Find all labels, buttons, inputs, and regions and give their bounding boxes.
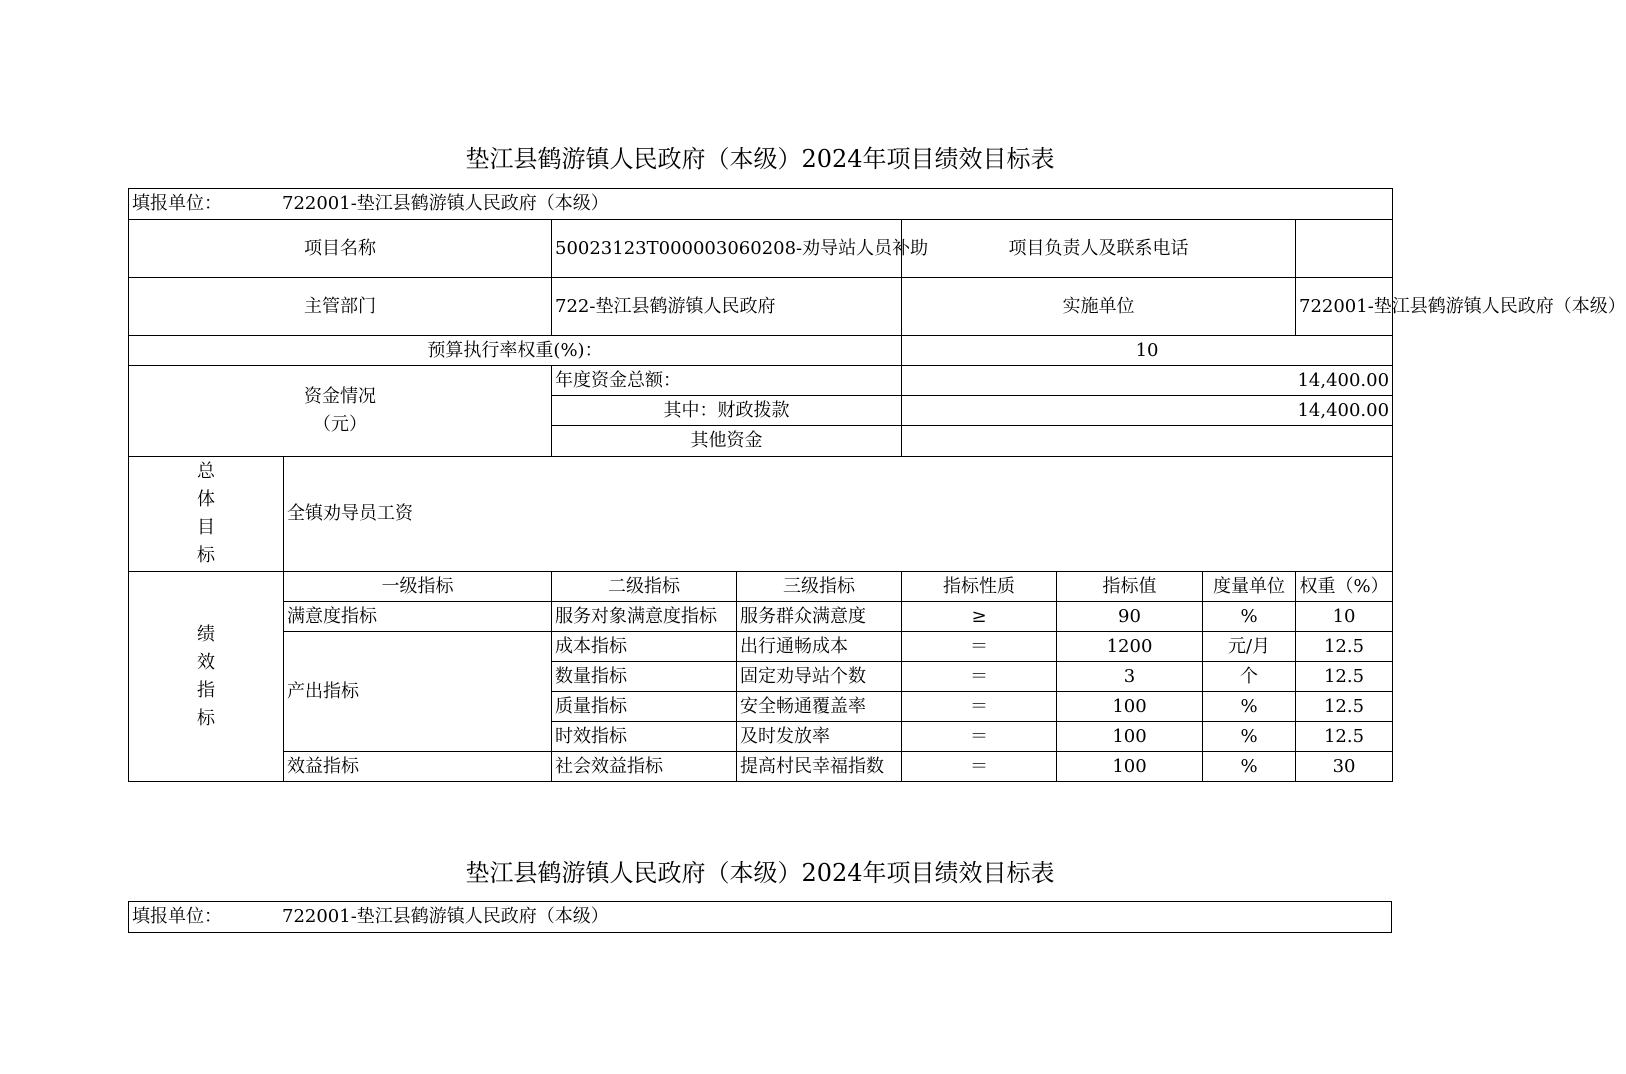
budget-weight-value: 10	[902, 336, 1393, 366]
level2-cell: 社会效益指标	[552, 752, 737, 782]
header-unit: 度量单位	[1203, 572, 1296, 602]
unit-cell: 元/月	[1203, 632, 1296, 662]
report-unit-value: 722001-垫江县鹤游镇人民政府（本级）	[282, 193, 609, 214]
nature-cell: ≥	[902, 602, 1057, 632]
funds-annual-label: 年度资金总额：	[552, 366, 902, 396]
second-report-unit-value: 722001-垫江县鹤游镇人民政府（本级）	[282, 906, 609, 927]
unit-cell: %	[1203, 722, 1296, 752]
unit-cell: %	[1203, 752, 1296, 782]
nature-cell: ＝	[902, 632, 1057, 662]
funds-label-line2: （元）	[313, 414, 367, 435]
funds-label-line1: 资金情况	[304, 386, 376, 407]
level2-cell: 质量指标	[552, 692, 737, 722]
weight-cell: 30	[1296, 752, 1393, 782]
header-level3: 三级指标	[737, 572, 902, 602]
overall-goal-text: 全镇劝导员工资	[284, 457, 1393, 572]
indicator-header-row	[129, 572, 1393, 602]
header-level1: 一级指标	[284, 572, 552, 602]
project-contact-label: 项目负责人及联系电话	[902, 220, 1296, 278]
table-row	[129, 632, 1393, 662]
nature-cell: ＝	[902, 692, 1057, 722]
second-report-unit-cell	[129, 902, 1392, 933]
implementing-unit-value: 722001-垫江县鹤游镇人民政府（本级）	[1296, 278, 1393, 336]
performance-indicator-label-char: 效	[197, 651, 215, 673]
value-cell: 3	[1057, 662, 1203, 692]
value-cell: 100	[1057, 722, 1203, 752]
overall-goal-row	[129, 457, 1393, 572]
header-level2: 二级指标	[552, 572, 737, 602]
performance-indicator-label-char: 指	[197, 679, 215, 701]
level3-cell: 服务群众满意度	[737, 602, 902, 632]
value-cell: 90	[1057, 602, 1203, 632]
weight-cell: 12.5	[1296, 722, 1393, 752]
performance-indicator-label-char: 标	[197, 707, 215, 729]
weight-cell: 12.5	[1296, 692, 1393, 722]
unit-cell: 个	[1203, 662, 1296, 692]
overall-goal-label-char: 体	[197, 489, 215, 510]
overall-goal-label-char: 总	[197, 461, 215, 482]
overall-goal-label	[129, 457, 284, 572]
unit-cell: %	[1203, 602, 1296, 632]
overall-goal-label-char: 标	[197, 545, 215, 566]
project-contact-value	[1296, 220, 1393, 278]
level2-cell: 时效指标	[552, 722, 737, 752]
level2-cell: 数量指标	[552, 662, 737, 692]
level2-cell: 成本指标	[552, 632, 737, 662]
level1-satisfaction: 满意度指标	[284, 602, 552, 632]
report-unit-row	[129, 189, 1393, 220]
level3-cell: 提高村民幸福指数	[737, 752, 902, 782]
overall-goal-label-char: 目	[197, 517, 215, 538]
weight-cell: 12.5	[1296, 632, 1393, 662]
implementing-unit-label: 实施单位	[902, 278, 1296, 336]
header-value: 指标值	[1057, 572, 1203, 602]
project-name-row	[129, 220, 1393, 278]
second-report-unit-label: 填报单位：	[132, 906, 222, 927]
funds-fiscal-label: 其中：财政拨款	[552, 396, 902, 426]
funds-label	[129, 366, 552, 457]
budget-weight-label: 预算执行率权重(%)：	[129, 336, 902, 366]
department-value: 722-垫江县鹤游镇人民政府	[552, 278, 902, 336]
weight-cell: 10	[1296, 602, 1393, 632]
header-weight: 权重（%）	[1296, 572, 1393, 602]
performance-indicator-label-char: 绩	[197, 623, 215, 645]
report-unit-cell	[129, 189, 1393, 220]
second-page-title: 垫江县鹤游镇人民政府（本级）2024年项目绩效目标表	[465, 859, 1055, 887]
department-label: 主管部门	[129, 278, 552, 336]
funds-other-label: 其他资金	[552, 426, 902, 457]
performance-table	[128, 188, 1626, 782]
value-cell: 1200	[1057, 632, 1203, 662]
level3-cell: 安全畅通覆盖率	[737, 692, 902, 722]
nature-cell: ＝	[902, 662, 1057, 692]
department-row	[129, 278, 1393, 336]
nature-cell: ＝	[902, 722, 1057, 752]
page-title: 垫江县鹤游镇人民政府（本级）2024年项目绩效目标表	[465, 145, 1055, 173]
value-cell: 100	[1057, 692, 1203, 722]
unit-cell: %	[1203, 692, 1296, 722]
second-performance-table	[128, 901, 1392, 933]
report-unit-label: 填报单位：	[132, 193, 222, 214]
level3-cell: 及时发放率	[737, 722, 902, 752]
funds-other-value	[902, 426, 1393, 457]
funds-annual-value: 14,400.00	[902, 366, 1393, 396]
level1-output: 产出指标	[284, 632, 552, 752]
level3-cell: 出行通畅成本	[737, 632, 902, 662]
nature-cell: ＝	[902, 752, 1057, 782]
table-row	[129, 752, 1393, 782]
level2-cell: 服务对象满意度指标	[552, 602, 737, 632]
level3-cell: 固定劝导站个数	[737, 662, 902, 692]
level1-benefit: 效益指标	[284, 752, 552, 782]
header-nature: 指标性质	[902, 572, 1057, 602]
project-name-label: 项目名称	[129, 220, 552, 278]
performance-indicator-label	[129, 572, 284, 782]
project-name-value: 50023123T000003060208-劝导站人员补助	[552, 220, 902, 278]
budget-weight-row	[129, 336, 1393, 366]
second-report-unit-row	[129, 902, 1392, 933]
funds-fiscal-value: 14,400.00	[902, 396, 1393, 426]
weight-cell: 12.5	[1296, 662, 1393, 692]
table-row	[129, 602, 1393, 632]
funds-annual-row	[129, 366, 1393, 396]
value-cell: 100	[1057, 752, 1203, 782]
